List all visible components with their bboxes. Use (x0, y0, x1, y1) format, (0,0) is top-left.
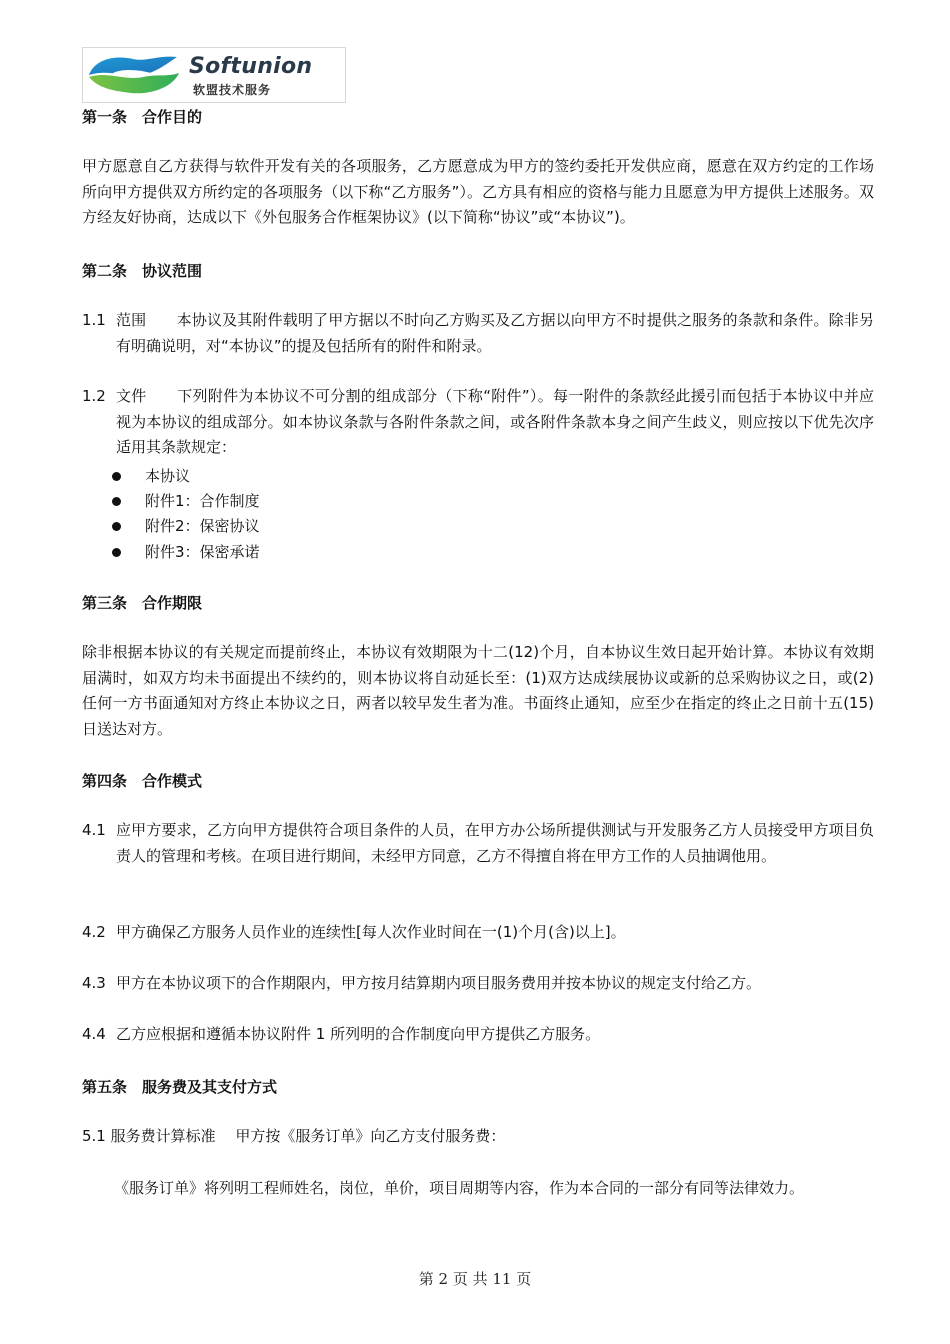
bullet-icon (112, 548, 121, 557)
clause-5-1-detail: 《服务订单》将列明工程师姓名，岗位，单价，项目周期等内容，作为本合同的一部分有同等法律效力。 (114, 1179, 805, 1197)
clause-4-1 (82, 818, 874, 869)
clause-text: 甲方在本协议项下的合作期限内，甲方按月结算期内项目服务费用并按本协议的规定支付给乙方。 (116, 974, 762, 992)
section-1-paragraph: 甲方愿意自乙方获得与软件开发有关的各项服务，乙方愿意成为甲方的签约委托开发供应商，愿意在双方约定的工作场所向甲方提供双方所约定的各项服务（以下称“乙方服务”）。乙方具有相应的资格与能力且愿意为甲方提供上述服务。双方经友好协商，达成以下《外包服务合作框架协议》(以下简称“协议”或“本协议”)。 (82, 157, 874, 226)
bullet-icon (112, 522, 121, 531)
bullet-icon (112, 497, 121, 506)
clause-5-1: 5.1 服务费计算标准 甲方按《服务订单》向乙方支付服务费： (82, 1127, 506, 1145)
section-5-heading: 第五条 服务费及其支付方式 (82, 1078, 278, 1096)
list-item-text: 附件1：合作制度 (145, 492, 260, 510)
clause-number: 4.4 (82, 1025, 106, 1043)
company-logo (82, 47, 346, 103)
list-item-text: 附件3：保密承诺 (145, 543, 260, 561)
clause-label: 范围 (116, 311, 147, 329)
clause-4-3 (82, 971, 874, 997)
logo-company-subtitle: 软盟技术服务 (193, 83, 272, 97)
list-item-text: 附件2：保密协议 (145, 517, 260, 535)
page-footer: 第 2 页 共 11 页 (418, 1270, 532, 1288)
logo-mark-icon (85, 51, 183, 99)
clause-number: 4.2 (82, 923, 106, 941)
section-3-paragraph: 除非根据本协议的有关规定而提前终止，本协议有效期限为十二(12)个月，自本协议生效日起开始计算。本协议有效期届满时，如双方均未书面提出不续约的，则本协议将自动延长至：(1)双方达成续展协议或新的总采购协议之日，或(2)任何一方书面通知对方终止本协议之日，两者以较早发生者为准。书面终止通知，应至少在指定的终止之日前十五(15)日送达对方。 (82, 643, 874, 738)
clause-number: 4.3 (82, 974, 106, 992)
list-item-text: 本协议 (145, 467, 191, 485)
clause-4-2 (82, 920, 874, 946)
clause-text: 本协议及其附件载明了甲方据以不时向乙方购买及乙方据以向甲方不时提供之服务的条款和条件。除非另有明确说明，对“本协议”的提及包括所有的附件和附录。 (116, 311, 874, 355)
bullet-icon (112, 472, 121, 481)
clause-label: 文件 (116, 387, 147, 405)
section-4-heading: 第四条 合作模式 (82, 772, 203, 790)
section-3-heading: 第三条 合作期限 (82, 594, 203, 612)
clause-1-1 (82, 308, 874, 359)
clause-text: 下列附件为本协议不可分割的组成部分（下称“附件”）。每一附件的条款经此援引而包括于本协议中并应视为本协议的组成部分。如本协议条款与各附件条款之间，或各附件条款本身之间产生歧义，则应按以下优先次序适用其条款规定： (116, 387, 874, 456)
clause-number: 1.1 (82, 311, 106, 329)
section-2-heading: 第二条 协议范围 (82, 262, 203, 280)
clause-1-2 (82, 384, 874, 461)
clause-number: 4.1 (82, 821, 106, 839)
clause-4-4 (82, 1022, 874, 1048)
clause-text: 应甲方要求，乙方向甲方提供符合项目条件的人员，在甲方办公场所提供测试与开发服务乙方人员接受甲方项目负责人的管理和考核。在项目进行期间，未经甲方同意，乙方不得擅自将在甲方工作的人员抽调他用。 (116, 821, 874, 865)
clause-text: 乙方应根据和遵循本协议附件 1 所列明的合作制度向甲方提供乙方服务。 (116, 1025, 601, 1043)
logo-company-name: Softunion (189, 54, 313, 79)
clause-number: 1.2 (82, 387, 106, 405)
clause-text: 甲方确保乙方服务人员作业的连续性[每人次作业时间在一(1)个月(含)以上]。 (116, 923, 626, 941)
section-1-heading: 第一条 合作目的 (82, 108, 203, 126)
